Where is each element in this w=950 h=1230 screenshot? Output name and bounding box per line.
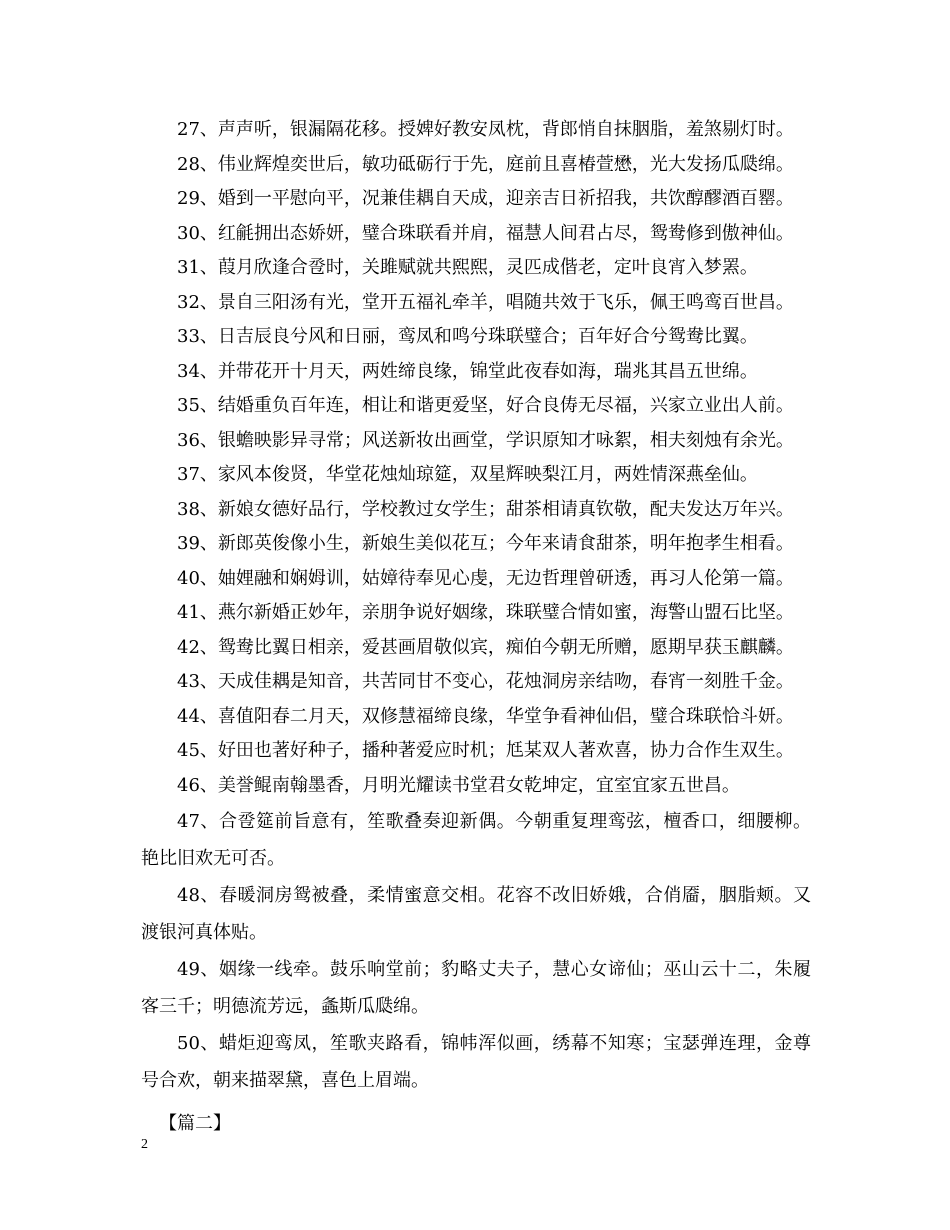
paragraph-49: 49、姻缘一线牵。鼓乐响堂前；豹略丈夫子，慧心女谛仙；巫山云十二，朱履客三千；明德流芳远，螽斯瓜瓞绵。 <box>141 959 811 1017</box>
page-number: 2 <box>141 1137 148 1152</box>
paragraph-37: 37、家风本俊贤，华堂花烛灿琼筵，双星辉映梨江月，两姓情深燕垒仙。 <box>177 464 758 485</box>
paragraph-38: 38、新娘女德好品行，学校教过女学生；甜茶相请真钦敬，配夫发达万年兴。 <box>177 498 794 520</box>
paragraph-32: 32、景自三阳汤有光，堂开五福礼牵羊，唱随共效于飞乐，佩王鸣鸾百世昌。 <box>177 291 794 313</box>
paragraph-30: 30、红毹拥出态娇妍，璧合珠联看并肩，福慧人间君占尽，鸳鸯修到傲神仙。 <box>177 222 794 244</box>
document-body <box>141 113 811 1141</box>
paragraph-45: 45、好田也著好种子，播种著爱应时机；尪某双人著欢喜，协力合作生双生。 <box>177 740 794 761</box>
paragraph-34: 34、并带花开十月天，两姓缔良缘，锦堂此夜春如海，瑞兆其昌五世绵。 <box>177 360 758 382</box>
paragraph-41: 41、燕尔新婚正妙年，亲朋争说好姻缘，珠联璧合情如蜜，海警山盟石比坚。 <box>177 602 794 623</box>
paragraph-31: 31、葭月欣逢合卺时，关雎赋就共熙熙，灵匹成偕老，定叶良宵入梦罴。 <box>177 257 758 278</box>
paragraph-28: 28、伟业辉煌奕世后，敏功砥砺行于先，庭前且喜椿萱懋，光大发扬瓜瓞绵。 <box>177 153 794 175</box>
paragraph-43: 43、天成佳耦是知音，共苦同甘不变心，花烛洞房亲结吻，春宵一刻胜千金。 <box>177 671 794 692</box>
paragraph-33: 33、日吉辰良兮风和日丽，鸾凤和鸣兮珠联璧合；百年好合兮鸳鸯比翼。 <box>177 326 758 347</box>
paragraph-42: 42、鸳鸯比翼日相亲，爱甚画眉敬似宾，痴伯今朝无所赠，愿期早获玉麒麟。 <box>177 636 794 658</box>
paragraph-35: 35、结婚重负百年连，相让和谐更爱坚，好合良俦无尽福，兴家立业出人前。 <box>177 395 794 416</box>
paragraph-40: 40、妯娌融和娴姆训，姑嫜待奉见心虔，无边哲理曾研透，再习人伦第一篇。 <box>177 567 794 589</box>
paragraph-39: 39、新郎英俊像小生，新娘生美似花互；今年来请食甜茶，明年抱孝生相看。 <box>177 533 794 554</box>
paragraph-50: 50、蜡炬迎鸾凤，笙歌夹路看，锦帏浑似画，绣幕不知寒；宝瑟弹连理，金尊号合欢，朝来描翠黛，喜色上眉端。 <box>141 1033 811 1091</box>
paragraph-46: 46、美誉鲲南翰墨香，月明光耀读书堂君女乾坤定，宜室宜家五世昌。 <box>177 774 740 796</box>
paragraph-27: 27、声声听，银漏隔花移。授婢好教安凤枕，背郎悄自抹胭脂，羞煞剔灯时。 <box>177 119 794 140</box>
paragraph-44: 44、喜值阳春二月天，双修慧福缔良缘，华堂争看神仙侣，璧合珠联恰斗妍。 <box>177 705 794 727</box>
paragraph-36: 36、银蟾映影异寻常；风送新妆出画堂，学识原知才咏絮，相夫刻烛有余光。 <box>177 429 794 451</box>
paragraph-48: 48、春暖洞房鸳被叠，柔情蜜意交相。花容不改旧娇娥，合俏靥，胭脂颊。又渡银河真体贴。 <box>141 885 811 943</box>
paragraph-29: 29、婚到一平慰向平，况兼佳耦自天成，迎亲吉日祈招我，共饮醇醪酒百罂。 <box>177 188 794 209</box>
section-heading: 【篇二】 <box>159 1113 231 1134</box>
paragraph-47: 47、合卺筵前旨意有，笙歌叠奏迎新偶。今朝重复理鸾弦，檀香口，细腰柳。艳比旧欢无可否。 <box>141 811 811 869</box>
